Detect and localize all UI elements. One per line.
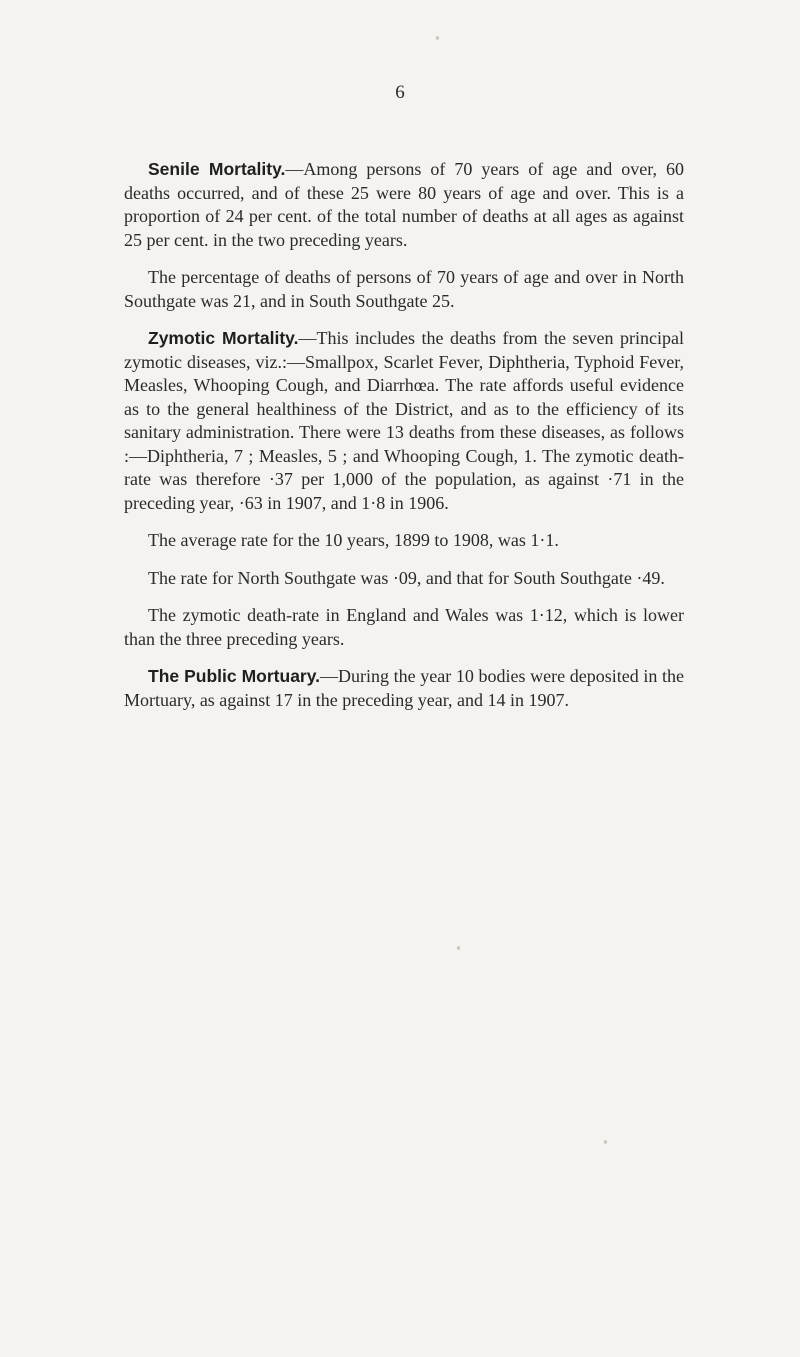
paragraph-text: —Among persons of 70 years of age and over, 60 deaths occurred, and of these 25 were 80 years of age and over. This is a proportion of 24 per cent. of the total number of deaths at all ages as against 25 per cent. in the two preceding years. (124, 159, 684, 250)
paragraph-text: The percentage of deaths of persons of 70 years of age and over in North Southgate was 21, and in South Southgate 25. (124, 267, 684, 311)
paragraph-text: The zymotic death-rate in England and Wales was 1·12, which is lower than the three preceding years. (124, 605, 684, 649)
paragraph-average-rate (124, 529, 684, 553)
paper-speck (604, 1140, 607, 1144)
paragraph-north-south-rate (124, 567, 684, 591)
body-text (124, 158, 684, 726)
paragraph-text: —This includes the deaths from the seven principal zymotic diseases, viz.:—Smallpox, Scarlet Fever, Diphtheria, Typhoid Fever, Measles, Whooping Cough, and Diarrhœa. The rate affords useful evidence as to the general healthiness of the District, and as to the efficiency of its sanitary administration. There were 13 deaths from these diseases, as follows :—Diphtheria, 7 ; Measles, 5 ; and Whooping Cough, 1. The zymotic death-rate was therefore ·37 per 1,000 of the population, as against ·71 in the preceding year, ·63 in 1907, and 1·8 in 1906. (124, 328, 684, 513)
paragraph-public-mortuary (124, 665, 684, 712)
paragraph-senile-mortality (124, 158, 684, 252)
section-heading: The Public Mortuary. (148, 666, 321, 686)
section-heading: Senile Mortality. (148, 159, 286, 179)
paragraph-text: The rate for North Southgate was ·09, and that for South Southgate ·49. (148, 567, 665, 588)
paragraph-text: The average rate for the 10 years, 1899 to 1908, was 1·1. (148, 530, 559, 550)
paragraph-percentage-deaths (124, 266, 684, 313)
paragraph-england-wales-rate (124, 604, 684, 651)
paragraph-text: —During the year 10 bodies were deposited in the Mortuary, as against 17 in the preceding year, and 14 in 1907. (124, 666, 684, 710)
page-number: 6 (395, 82, 405, 103)
paper-speck (436, 36, 439, 40)
paragraph-zymotic-mortality (124, 327, 684, 515)
paper-speck (457, 946, 460, 950)
section-heading: Zymotic Mortality. (148, 328, 299, 348)
